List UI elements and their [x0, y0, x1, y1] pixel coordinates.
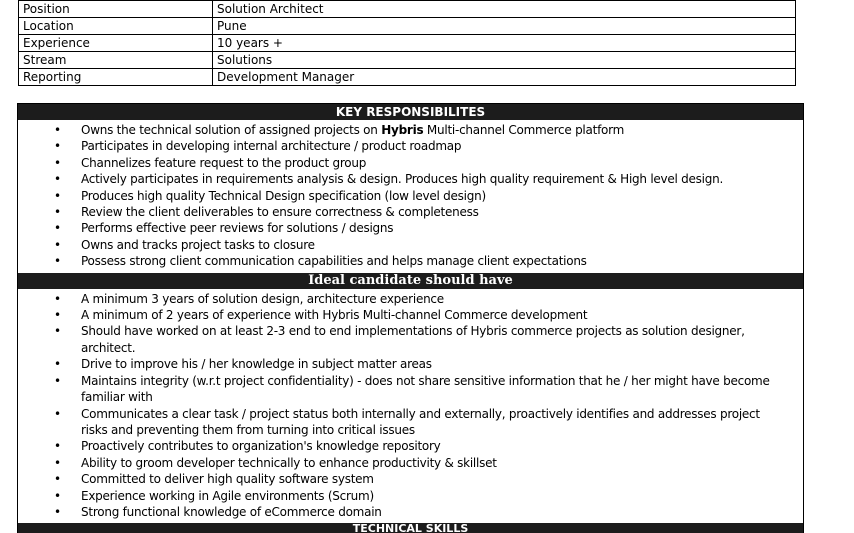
info-label: Experience	[19, 35, 213, 52]
item-text: Should have worked on at least 2-3 end to end implementations of Hybris commerce projects as solution designer, architect.	[81, 324, 745, 355]
bullet-icon: •	[54, 123, 61, 137]
bullet-icon: •	[54, 373, 61, 388]
item-text: Maintains integrity (w.r.t project confidentiality) - does not share sensitive information that he / her might have become familiar with	[81, 373, 770, 405]
list-item	[18, 455, 803, 471]
info-value: Solution Architect	[213, 1, 796, 18]
ideal-candidate-list	[18, 289, 803, 524]
list-item	[18, 188, 803, 204]
list-item	[18, 504, 803, 520]
bullet-icon: •	[54, 406, 61, 421]
technical-skills-heading: TECHNICAL SKILLS	[18, 523, 803, 533]
item-text: Communicates a clear task / project status both internally and externally, proactively identifies and addresses project risks and preventing them from turning into critical issues	[81, 406, 760, 437]
info-label: Location	[19, 18, 213, 35]
info-row	[19, 35, 796, 52]
item-text: Drive to improve his / her knowledge in subject matter areas	[81, 357, 432, 372]
list-item	[18, 438, 803, 454]
bullet-icon: •	[54, 205, 61, 220]
list-item	[18, 253, 803, 269]
item-text: Ability to groom developer technically to enhance productivity & skillset	[81, 455, 497, 470]
list-item	[18, 291, 803, 307]
bullet-icon: •	[54, 221, 61, 236]
info-value: Solutions	[213, 52, 796, 69]
item-text: Owns the technical solution of assigned projects on	[81, 123, 382, 137]
list-item	[18, 488, 803, 504]
list-item	[18, 471, 803, 487]
list-item	[18, 138, 803, 154]
list-item	[18, 220, 803, 236]
info-label: Position	[19, 1, 213, 18]
bullet-icon: •	[54, 439, 61, 454]
bullet-icon: •	[54, 172, 61, 187]
item-text: Review the client deliverables to ensure correctness & completeness	[81, 205, 479, 220]
list-item	[18, 373, 803, 406]
list-item	[18, 237, 803, 253]
bullet-icon: •	[54, 139, 61, 154]
item-text: Channelizes feature request to the product group	[81, 155, 367, 170]
bullet-icon: •	[54, 155, 61, 170]
item-text: Performs effective peer reviews for solutions / designs	[81, 221, 394, 236]
item-text: Experience working in Agile environments (Scrum)	[81, 488, 374, 503]
info-value: 10 years +	[213, 35, 796, 52]
info-row	[19, 1, 796, 18]
bullet-icon: •	[54, 237, 61, 252]
item-text: Owns and tracks project tasks to closure	[81, 237, 315, 252]
item-text: Committed to deliver high quality software system	[81, 472, 374, 487]
key-responsibilities-heading: KEY RESPONSIBILITES	[18, 104, 803, 120]
item-text: A minimum of 2 years of experience with Hybris Multi-channel Commerce development	[81, 308, 588, 323]
item-text: Participates in developing internal architecture / product roadmap	[81, 139, 462, 154]
list-item	[18, 155, 803, 171]
list-item	[18, 307, 803, 323]
item-text: Proactively contributes to organization's knowledge repository	[81, 439, 441, 454]
item-text: A minimum 3 years of solution design, architecture experience	[81, 291, 444, 306]
bullet-icon: •	[54, 308, 61, 323]
info-value: Development Manager	[213, 69, 796, 86]
list-item	[18, 122, 803, 138]
list-item	[18, 323, 803, 356]
item-text: Strong functional knowledge of eCommerce domain	[81, 504, 382, 519]
info-label: Reporting	[19, 69, 213, 86]
responsibilities-box	[17, 103, 804, 533]
item-text: Produces high quality Technical Design specification (low level design)	[81, 188, 486, 203]
key-responsibilities-list	[18, 120, 803, 273]
item-text-end: Multi-channel Commerce platform	[423, 123, 625, 137]
bullet-icon: •	[54, 472, 61, 487]
bullet-icon: •	[54, 504, 61, 519]
item-text: Possess strong client communication capabilities and helps manage client expectations	[81, 254, 587, 269]
bullet-icon: •	[54, 324, 61, 339]
bullet-icon: •	[54, 188, 61, 203]
bullet-icon: •	[54, 254, 61, 269]
item-text: Actively participates in requirements analysis & design. Produces high quality requirement & High level design.	[81, 172, 724, 187]
list-item	[18, 204, 803, 220]
bullet-icon: •	[54, 357, 61, 372]
list-item	[18, 171, 803, 187]
bullet-icon: •	[54, 488, 61, 503]
ideal-candidate-heading: Ideal candidate should have	[18, 273, 803, 289]
list-item	[18, 356, 803, 372]
info-label: Stream	[19, 52, 213, 69]
list-item	[18, 406, 803, 439]
bullet-icon: •	[54, 291, 61, 306]
job-info-table	[18, 0, 796, 86]
item-text-bold: Hybris	[381, 123, 424, 137]
info-row	[19, 69, 796, 86]
info-value: Pune	[213, 18, 796, 35]
info-row	[19, 52, 796, 69]
info-row	[19, 18, 796, 35]
bullet-icon: •	[54, 455, 61, 470]
